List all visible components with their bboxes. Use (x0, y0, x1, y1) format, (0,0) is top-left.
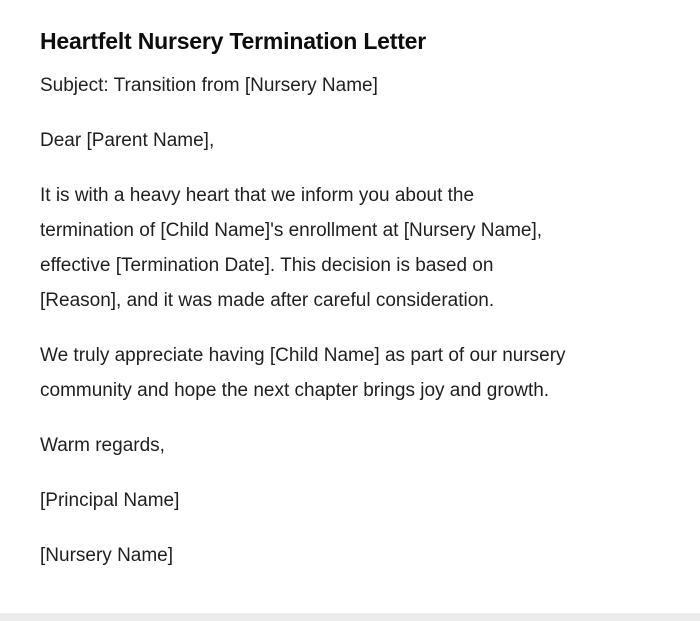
body-paragraph-2 (40, 338, 660, 408)
body-line: It is with a heavy heart that we inform you about the (40, 185, 475, 206)
closing-line: Warm regards, (40, 435, 165, 456)
body-line: effective [Termination Date]. This decision is based on (40, 255, 494, 276)
body-line: termination of [Child Name]'s enrollment at [Nursery Name], (40, 220, 543, 241)
signature-nursery-line: [Nursery Name] (40, 545, 174, 566)
body-line: We truly appreciate having [Child Name] as part of our nursery (40, 345, 566, 366)
subject-line: Subject: Transition from [Nursery Name] (40, 75, 378, 96)
body-paragraph-1 (40, 178, 660, 318)
body-line: community and hope the next chapter brings joy and growth. (40, 380, 550, 401)
page-bottom-edge (0, 613, 700, 621)
signature-principal-line: [Principal Name] (40, 490, 180, 511)
salutation-line: Dear [Parent Name], (40, 130, 215, 151)
letter-title: Heartfelt Nursery Termination Letter (40, 28, 427, 54)
body-line: [Reason], and it was made after careful consideration. (40, 290, 495, 311)
